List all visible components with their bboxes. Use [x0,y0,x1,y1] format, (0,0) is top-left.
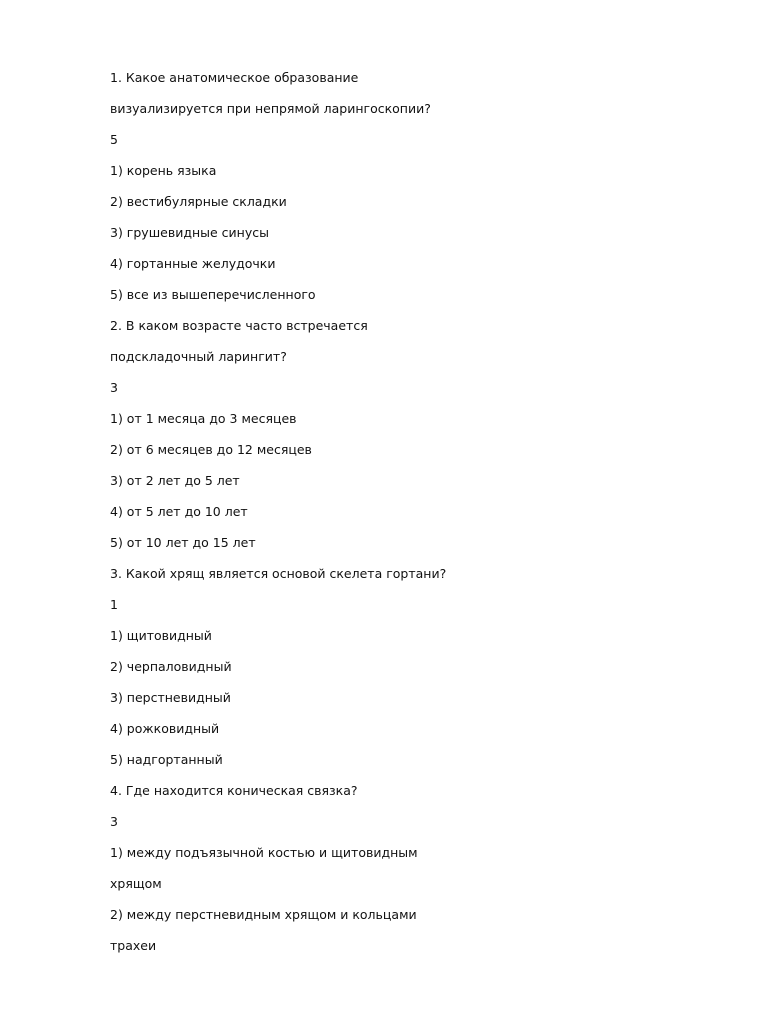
question-3-answer: 1 [110,597,118,612]
question-3-line-1: 3. Какой хрящ является основой скелета гортани? [110,566,447,581]
question-1-line-1: 1. Какое анатомическое образование [110,70,359,85]
question-3-option-1: 1) щитовидный [110,628,212,643]
question-2-answer: 3 [110,380,118,395]
question-1-option-4: 4) гортанные желудочки [110,256,276,271]
question-4-option-2-line-2: трахеи [110,938,157,953]
question-2-option-3: 3) от 2 лет до 5 лет [110,473,240,488]
question-1-line-2: визуализируется при непрямой ларингоскопии? [110,101,431,116]
question-2-option-4: 4) от 5 лет до 10 лет [110,504,248,519]
question-2-option-1: 1) от 1 месяца до 3 месяцев [110,411,297,426]
question-4-line-1: 4. Где находится коническая связка? [110,783,358,798]
question-1-option-5: 5) все из вышеперечисленного [110,287,316,302]
question-4-answer: 3 [110,814,118,829]
question-1-answer: 5 [110,132,118,147]
question-1-option-3: 3) грушевидные синусы [110,225,269,240]
question-3-option-5: 5) надгортанный [110,752,223,767]
question-1-option-2: 2) вестибулярные складки [110,194,287,209]
question-4-option-2-line-1: 2) между перстневидным хрящом и кольцами [110,907,417,922]
question-2-option-5: 5) от 10 лет до 15 лет [110,535,256,550]
question-4-option-1-line-1: 1) между подъязычной костью и щитовидным [110,845,418,860]
question-4-option-1-line-2: хрящом [110,876,162,891]
question-1-option-1: 1) корень языка [110,163,217,178]
question-2-line-2: подскладочный ларингит? [110,349,287,364]
question-3-option-4: 4) рожковидный [110,721,220,736]
question-2-line-1: 2. В каком возрасте часто встречается [110,318,368,333]
question-3-option-2: 2) черпаловидный [110,659,232,674]
question-3-option-3: 3) перстневидный [110,690,231,705]
question-2-option-2: 2) от 6 месяцев до 12 месяцев [110,442,312,457]
